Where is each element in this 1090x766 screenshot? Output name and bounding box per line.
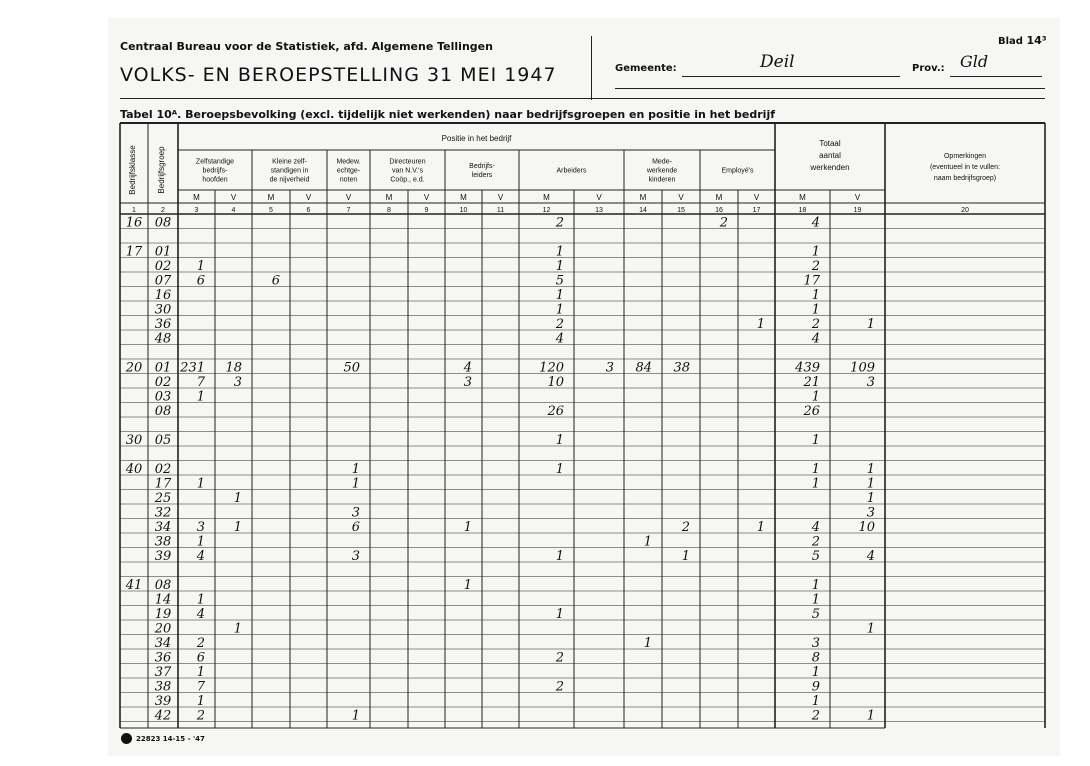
positie-header: Positie in het bedrijf [441,134,512,143]
data-cell: 3 [811,636,820,651]
mv-label: V [423,193,430,202]
column-number: 20 [961,207,969,214]
groep-cell: 38 [154,534,172,550]
groep-cell: 32 [154,505,172,521]
data-cell: 1 [811,244,820,260]
data-cell: 1 [555,433,564,448]
group-header-4: leiders [471,172,493,179]
data-cell: 1 [643,534,652,550]
column-number: 10 [459,207,468,214]
groep-cell: 08 [154,215,172,231]
data-cell: 2 [811,259,820,274]
group-header-0: hoofden [202,176,228,184]
groep-cell: 25 [154,491,172,506]
groep-cell: 39 [154,694,172,709]
mv-label: V [854,193,861,202]
data-cell: 1 [351,708,360,724]
column-number: 14 [639,207,647,214]
page-title: VOLKS- EN BEROEPSTELLING 31 MEI 1947 [120,64,557,86]
prov-label: Prov.: [912,63,945,74]
data-cell: 1 [681,549,690,564]
data-cell: 1 [756,520,765,535]
column-number: 19 [853,207,862,214]
groep-cell: 07 [154,273,172,289]
group-header-3: Directeuren [389,158,426,166]
data-cell: 3 [866,505,875,521]
data-cell: 1 [811,433,820,448]
data-cell: 1 [196,665,205,680]
data-cell: 3 [351,505,360,521]
totaal-header: werkenden [810,163,850,172]
data-cell: 1 [555,462,564,477]
data-cell: 1 [233,491,242,506]
data-cell: 4 [196,607,205,622]
groep-cell: 19 [154,607,172,622]
group-header-2: noten [339,176,358,184]
data-cell: 8 [811,650,820,666]
group-header-2: echtge- [336,167,361,175]
group-header-6: Mede- [652,158,672,166]
data-cell: 6 [351,520,360,535]
column-number: 15 [677,207,685,214]
data-cell: 2 [719,215,728,231]
groep-cell: 36 [154,650,172,666]
data-cell: 1 [866,708,875,724]
data-cell: 3 [196,520,205,535]
data-cell: 3 [463,375,472,390]
klasse-cell: 41 [125,578,143,593]
klasse-cell: 17 [125,244,143,260]
data-cell: 2 [681,520,690,535]
column-number: 6 [306,207,311,214]
data-cell: 1 [811,578,820,593]
data-cell: 84 [635,360,652,376]
groep-cell: 05 [154,433,172,448]
data-cell: 2 [196,636,205,651]
group-header-3: Coöp., e.d. [390,176,425,184]
bedrijfsgroep-header: Bedrijfsgroep [157,146,166,194]
column-number: 8 [387,207,391,214]
data-cell: 4 [555,331,564,347]
data-cell: 1 [351,462,360,477]
klasse-cell: 30 [125,433,143,448]
mv-label: M [267,193,275,202]
data-cell: 6 [271,273,280,289]
group-header-6: werkende [646,167,678,175]
data-cell: 1 [811,476,820,492]
table-title: Tabel 10ᴬ. Beroepsbevolking (excl. tijdelijk niet werkenden) naar bedrijfsgroepen en positie in het bedrijf [120,108,775,121]
groep-cell: 37 [154,665,172,680]
mv-label: M [460,193,467,202]
data-cell: 2 [196,708,205,724]
data-cell: 1 [196,389,205,405]
data-cell: 4 [811,520,820,535]
groep-cell: 02 [154,462,172,477]
mv-label: V [596,193,602,202]
data-cell: 1 [555,288,564,303]
data-cell: 2 [555,317,564,332]
group-header-2: Medew. [336,158,361,166]
data-cell: 1 [866,476,875,492]
groep-cell: 38 [154,679,172,695]
group-header-1: de nijverheid [269,176,310,184]
data-cell: 1 [811,592,820,608]
data-cell: 1 [866,462,875,477]
organisation-name: Centraal Bureau voor de Statistiek, afd. Algemene Tellingen [120,40,493,53]
data-cell: 1 [811,288,820,303]
data-cell: 38 [673,360,690,376]
mv-label: V [345,193,352,202]
groep-cell: 02 [154,259,172,274]
data-cell: 1 [756,317,765,332]
groep-cell: 08 [154,404,172,419]
data-cell: 1 [811,694,820,709]
data-cell: 3 [866,375,875,390]
column-number: 12 [542,207,551,214]
gemeente-field[interactable]: Deil [760,52,795,72]
data-cell: 26 [803,404,820,419]
blad-label-text: Blad [998,36,1023,47]
data-cell: 50 [343,360,360,376]
opmerkingen-header: (eventueel in te vullen: [929,164,1001,171]
data-cell: 26 [547,404,564,419]
mv-label: V [230,193,237,202]
column-number: 7 [346,207,351,214]
blad-number: 14³ [1026,34,1047,47]
group-header-1: standigen in [270,167,309,175]
mv-label: M [543,193,550,202]
totaal-header: aantal [819,151,841,160]
data-cell: 2 [555,215,564,231]
data-cell: 1 [351,476,360,492]
groep-cell: 39 [154,549,172,564]
mv-label: V [678,193,684,202]
data-cell: 2 [811,708,820,724]
groep-cell: 42 [154,708,172,724]
print-code: 22823 14-15 - '47 [136,735,205,743]
data-cell: 1 [463,578,472,593]
opmerkingen-header: naam bedrijfsgroep) [933,175,997,182]
bedrijfsklasse-header: Bedrijfsklasse [128,145,137,195]
group-header-0: Zelfstandige [195,158,235,166]
data-cell: 10 [858,520,875,535]
totaal-header: Totaal [819,139,841,148]
groep-cell: 01 [154,244,172,260]
groep-cell: 02 [154,375,172,390]
mv-label: V [305,193,312,202]
data-cell: 2 [811,534,820,550]
data-cell: 1 [196,534,205,550]
mv-label: M [799,193,806,202]
group-header-5: Arbeiders [556,167,587,175]
data-cell: 231 [180,360,205,376]
mv-label: V [753,193,760,202]
data-cell: 109 [850,360,875,376]
data-cell: 5 [811,549,820,564]
data-cell: 9 [811,679,820,695]
data-cell: 1 [811,665,820,680]
data-cell: 1 [555,549,564,564]
column-number: 1 [132,207,136,214]
groep-cell: 08 [154,578,172,593]
groep-cell: 01 [154,360,172,376]
prov-field[interactable]: Gld [960,52,989,71]
groep-cell: 16 [154,288,172,303]
group-header-6: kinderen [648,176,676,184]
mv-label: M [639,193,647,202]
group-header-0: bedrijfs- [202,167,228,175]
data-cell: 1 [866,621,875,637]
data-cell: 1 [196,694,205,709]
groep-cell: 34 [154,520,172,535]
data-cell: 10 [547,375,564,390]
data-cell: 1 [811,389,820,405]
data-cell: 2 [555,679,564,695]
column-number: 16 [715,207,723,214]
data-cell: 439 [795,360,820,376]
column-number: 11 [496,207,505,214]
column-number: 4 [231,207,236,214]
group-header-3: van N.V.'s [391,167,424,175]
column-number: 13 [595,207,603,214]
column-number: 2 [161,207,165,214]
data-cell: 120 [539,360,564,376]
groep-cell: 03 [154,389,172,405]
data-cell: 18 [225,360,242,376]
data-cell: 1 [555,607,564,622]
data-cell: 1 [233,621,242,637]
data-cell: 2 [811,317,820,332]
data-cell: 1 [811,302,820,318]
column-number: 5 [269,207,273,214]
data-cell: 1 [196,592,205,608]
data-cell: 21 [803,375,820,390]
klasse-cell: 20 [125,360,143,376]
data-cell: 7 [196,375,205,390]
data-cell: 4 [811,331,820,347]
data-cell: 4 [811,215,820,231]
groep-cell: 48 [154,331,172,347]
data-cell: 5 [555,273,564,289]
group-header-4: Bedrijfs- [469,163,495,170]
data-cell: 6 [196,273,205,289]
data-cell: 3 [605,360,614,376]
klasse-cell: 40 [125,462,143,477]
data-cell: 1 [196,476,205,492]
data-cell: 6 [196,650,205,666]
data-cell: 1 [811,462,820,477]
column-number: 18 [798,207,807,214]
data-cell: 4 [196,549,205,564]
groep-cell: 30 [154,302,172,318]
column-number: 17 [752,207,761,214]
data-cell: 4 [463,360,472,376]
opmerkingen-header: Opmerkingen [943,153,987,160]
groep-cell: 14 [154,592,172,608]
data-cell: 1 [643,636,652,651]
data-cell: 1 [463,520,472,535]
data-cell: 1 [555,259,564,274]
printer-logo-icon [121,733,132,744]
data-cell: 1 [866,317,875,332]
data-cell: 5 [811,607,820,622]
column-number: 3 [194,207,199,214]
groep-cell: 20 [154,621,172,637]
group-header-7: Employé's [721,167,754,175]
data-cell: 1 [866,491,875,506]
groep-cell: 17 [154,476,172,492]
data-cell: 4 [866,549,875,564]
data-cell: 1 [555,244,564,260]
mv-label: M [193,193,200,202]
data-cell: 3 [233,375,242,390]
groep-cell: 34 [154,636,172,651]
data-cell: 17 [803,273,820,289]
data-cell: 7 [196,679,205,695]
data-cell: 1 [196,259,205,274]
mv-label: M [715,193,723,202]
data-cell: 2 [555,650,564,666]
data-cell: 1 [555,302,564,318]
data-cell: 3 [351,549,360,564]
column-number: 9 [424,207,429,214]
data-cell: 1 [233,520,242,535]
gemeente-label: Gemeente: [615,63,677,74]
group-header-1: Kleine zelf- [272,158,307,166]
mv-label: M [385,193,393,202]
klasse-cell: 16 [125,215,143,231]
mv-label: V [497,193,504,202]
groep-cell: 36 [154,317,172,332]
